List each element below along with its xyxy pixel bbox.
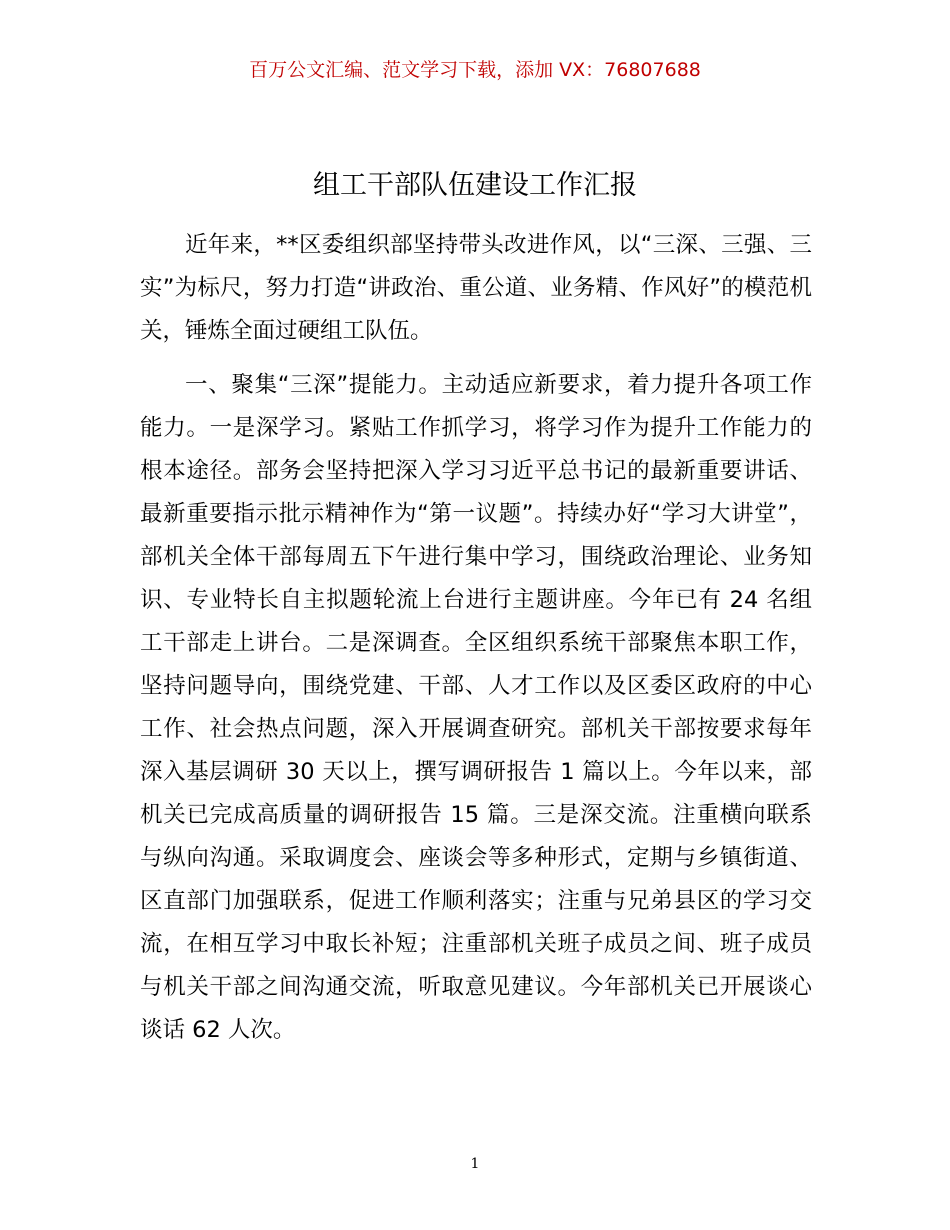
document-title: 组工干部队伍建设工作汇报 — [313, 170, 637, 201]
paragraph-section-one: 一、聚集“三深”提能力。主动适应新要求，着力提升各项工作能力。一是深学习。紧贴工作抓学习，将学习作为提升工作能力的根本途径。部务会坚持把深入学习习近平总书记的最新重要讲话、最新重要指示批示精神作为“第一议题”。持续办好“学习大讲堂”，部机关全体干部每周五下午进行集中学习，围绕政治理论、业务知识、专业特长自主拟题轮流上台进行主题讲座。今年已有 24 名组工干部走上讲台。二是深调查。全区组织系统干部聚焦本职工作，坚持问题导向，围绕党建、干部、人才工作以及区委区政府的中心工作、社会热点问题，深入开展调查研究。部机关干部按要求每年深入基层调研 30 天以上，撰写调研报告 1 篇以上。今年以来，部机关已完成高质量的调研报告 15 篇。三是深交流。注重横向联系与纵向沟通。采取调度会、座谈会等多种形式，定期与乡镇街道、区直部门加强联系，促进工作顺利落实；注重与兄弟县区的学习交流，在相互学习中取长补短；注重部机关班子成员之间、班子成员与机关干部之间沟通交流，听取意见建议。今年部机关已开展谈心谈话 62 人次。 — [140, 372, 812, 1043]
page-number: 1 — [470, 1156, 480, 1172]
paragraph-intro: 近年来，**区委组织部坚持带头改进作风，以“三深、三强、三实”为标尺，努力打造“讲政治、重公道、业务精、作风好”的模范机关，锤炼全面过硬组工队伍。 — [140, 232, 812, 344]
header-notice: 百万公文汇编、范文学习下载，添加 VX：76807688 — [249, 59, 701, 81]
